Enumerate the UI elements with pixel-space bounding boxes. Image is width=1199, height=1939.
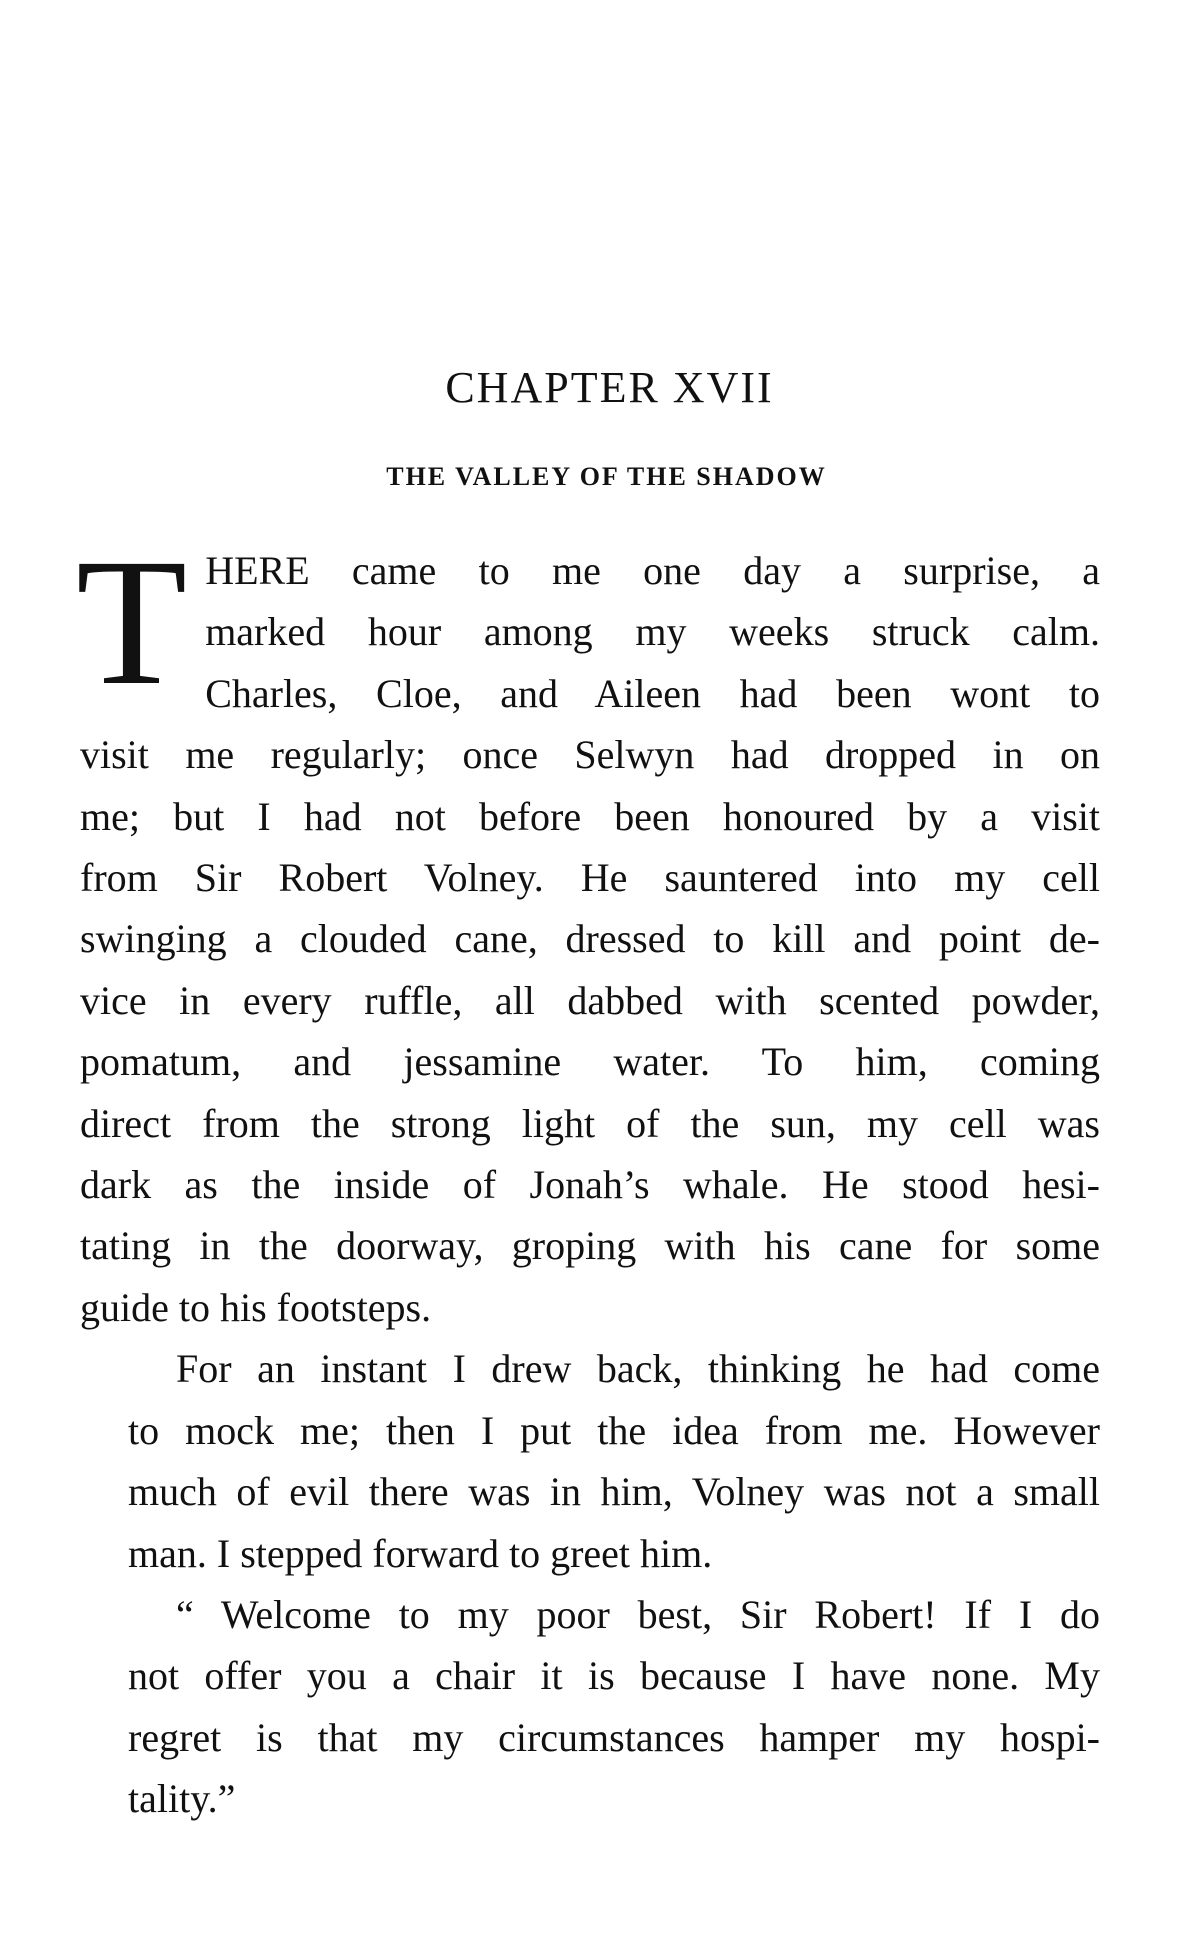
text-line: not offer you a chair it is because I have none. My <box>128 1653 1100 1699</box>
text-line: much of evil there was in him, Volney was not a small <box>128 1469 1100 1515</box>
text-line: me; but I had not before been honoured by a visit <box>80 793 1100 839</box>
text-line: “ Welcome to my poor best, Sir Robert! If I do <box>176 1591 1100 1637</box>
text-line: vice in every ruffle, all dabbed with scented powder, <box>80 977 1100 1023</box>
text-line: swinging a clouded cane, dressed to kill and point de- <box>80 916 1100 962</box>
chapter-subtitle: THE VALLEY OF THE SHADOW <box>386 462 827 491</box>
text-line: man. I stepped forward to greet him. <box>128 1530 713 1576</box>
text-line: tality.” <box>128 1776 236 1822</box>
chapter-title: CHAPTER XVII <box>445 363 774 412</box>
chapter-body <box>76 522 1100 1830</box>
text-line: to mock me; then I put the idea from me. However <box>128 1407 1100 1453</box>
drop-cap: T <box>76 522 188 723</box>
text-line: tating in the doorway, groping with his cane for some <box>80 1223 1100 1269</box>
text-line: regret is that my circumstances hamper my hospi- <box>128 1714 1100 1760</box>
text-line: visit me regularly; once Selwyn had dropped in on <box>80 732 1100 778</box>
text-line: pomatum, and jessamine water. To him, coming <box>80 1039 1100 1085</box>
paragraph-3 <box>80 1584 1100 1830</box>
text-line: Charles, Cloe, and Aileen had been wont to <box>205 670 1100 716</box>
text-line: dark as the inside of Jonah’s whale. He stood hesi- <box>80 1162 1100 1208</box>
text-line: marked hour among my weeks struck calm. <box>205 609 1100 655</box>
text-line: from Sir Robert Volney. He sauntered into my cell <box>80 855 1100 901</box>
paragraph-2 <box>80 1338 1100 1584</box>
paragraph-1 <box>76 522 1100 1338</box>
text-line: HERE came to me one day a surprise, a <box>205 548 1100 593</box>
text-line: direct from the strong light of the sun, my cell was <box>80 1100 1100 1146</box>
text-line: guide to his footsteps. <box>80 1284 432 1330</box>
text-line: For an instant I drew back, thinking he had come <box>176 1346 1100 1392</box>
